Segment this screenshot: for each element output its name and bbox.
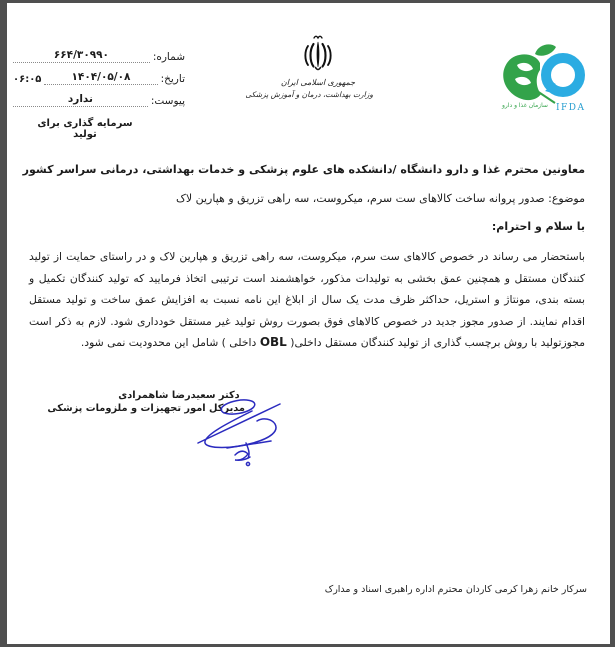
ifda-logo-icon <box>493 41 601 121</box>
letter-meta-fields <box>13 49 185 115</box>
body-text-after-obl: داخلی ) شامل این محدودیت نمی شود. <box>80 336 260 349</box>
letter-attachment-label: پیوست: <box>150 95 185 107</box>
letter-page <box>7 3 610 644</box>
letter-date-label: تاریخ: <box>160 73 185 85</box>
letter-number-row <box>13 49 185 63</box>
letter-time-value: ۰۶:۰۵ <box>13 74 42 85</box>
letter-attachment-value: ندارد <box>13 93 148 107</box>
emblem-ministry-name: وزارت بهداشت، درمان و آموزش پزشکی <box>245 90 373 99</box>
letter-attachment-row <box>13 93 185 107</box>
salutation-line: با سلام و احترام: <box>491 220 585 233</box>
signer-name: دکتر سعیدرضا شاهمرادی <box>118 390 240 401</box>
letter-date-row <box>13 71 185 85</box>
body-text-before-obl: باستحضار می رساند در خصوص کالاهای ست سرم، میکروست، سه راهی تزریق و هپارین لاک و در راستای حمایت از تولید کنندگان مستقل و همچنین عمق بخشی به تولیدات مذکور، خواهشمند است ترتیبی اتخاذ فرمایید که تولید کنندگان تکمیل و بسته بندی، مونتاژ و استریل، حداکثر ظرف مدت یک سال از ابلاغ این نامه نسبت به افزایش عمق ساخت و تولید مستقل اقدام نمایند. از صدور مجوز جدید در خصوص کالاهای فوق بصورت روش تولید غیر مستقل خودداری شود. لازم به ذکر است مجوزتولید با روش برچسب گذاری از تولید کنندگان مستقل داخلی( <box>29 250 585 349</box>
ministry-letterhead <box>245 33 373 99</box>
letter-body-paragraph <box>29 246 585 354</box>
letter-number-value: ۶۶۴/۳۰۹۹۰ <box>13 49 150 63</box>
signer-title: مدیرکل امور تجهیزات و ملزومات پزشکی <box>47 403 245 414</box>
subject-line: موضوع: صدور پروانه ساخت کالاهای ست سرم، میکروست، سه راهی تزریق و هپارین لاک <box>176 192 585 205</box>
production-investment-tagline: سرمایه گذاری برای تولید <box>37 118 133 140</box>
signature-ink-icon <box>190 397 288 471</box>
letter-number-label: شماره: <box>152 51 185 63</box>
recipient-line: معاونین محترم غذا و دارو دانشگاه /دانشکده های علوم پزشکی و خدمات بهداشتی، درمانی سراسر کشور <box>22 163 585 176</box>
cc-footer-line: سرکار خانم زهرا کرمی کاردان محترم اداره راهبری اسناد و مدارک <box>324 584 587 595</box>
iran-national-emblem-icon <box>300 33 336 75</box>
ifda-acronym-label: IFDA <box>556 103 586 113</box>
ifda-caption-label: سازمان غذا و دارو <box>502 102 548 109</box>
obl-term: OBL <box>259 335 287 349</box>
emblem-country-name: جمهوری اسلامی ایران <box>280 78 356 87</box>
letter-date-value: ۱۴۰۴/۰۵/۰۸ <box>44 71 157 85</box>
